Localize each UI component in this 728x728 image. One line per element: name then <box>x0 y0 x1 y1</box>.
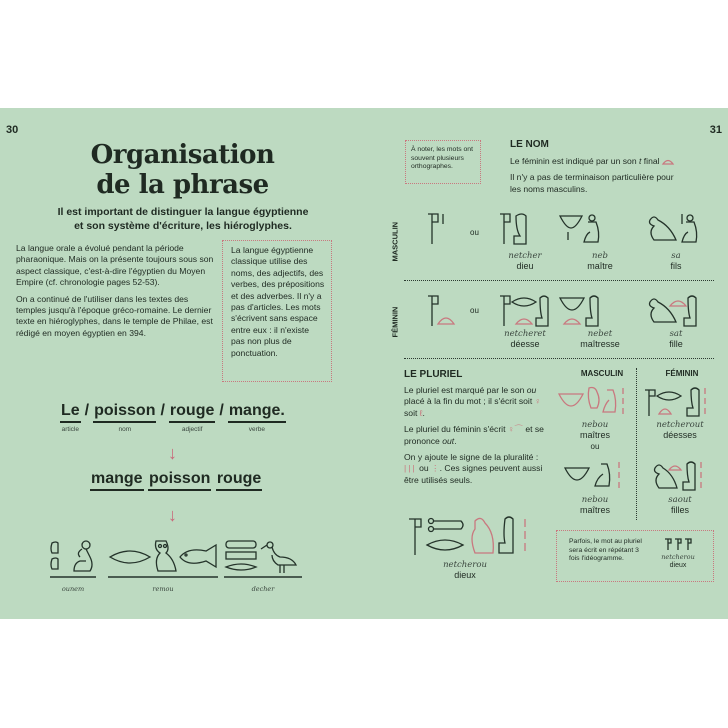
pluriel-masc-word <box>562 495 628 516</box>
fish-glyph <box>180 545 216 567</box>
word-text: rouge <box>216 470 262 491</box>
t-glyph <box>669 466 681 470</box>
sentence-word <box>228 402 286 433</box>
basket-glyph <box>560 216 582 240</box>
seated-woman-glyph <box>536 296 548 326</box>
basket-glyph <box>560 298 584 310</box>
t-glyph <box>670 301 686 306</box>
translit: sa <box>671 251 681 261</box>
plural-note-text: Parfois, le mot au pluriel sera écrit en répétant 3 fois l'idéogramme. <box>569 538 642 563</box>
seated-woman-glyph <box>683 462 695 490</box>
netcher-flag-glyph <box>500 296 510 326</box>
out-glyph-icon: ♀⌒ <box>507 424 523 435</box>
italic-out: out <box>442 435 455 446</box>
row-divider <box>404 280 714 281</box>
seated-man-glyph <box>603 390 616 412</box>
row-divider <box>404 358 714 359</box>
sidebar-note-text: La langue égyptienne classique utilise des noms, des adjectifs, des verbes, des prépositions et des adverbes. Il n'y a pas d'articles. Les mots s'écrivent sans espace entre eux : il n'existe pas non plus de ponctuation. <box>231 245 325 358</box>
reordered-word <box>148 470 211 491</box>
pluriel-feminin-header: FÉMININ <box>665 369 699 378</box>
netcherou-glyph-group <box>405 515 535 557</box>
netcher-flag-glyph <box>645 390 655 416</box>
translit: nebou <box>581 420 609 430</box>
duck-glyph <box>655 465 678 488</box>
french-sentence <box>60 402 286 436</box>
translation: maîtres <box>579 505 610 515</box>
translit-label: remou <box>152 585 174 593</box>
translation: fils <box>670 261 682 271</box>
or-label: ou <box>470 306 479 315</box>
t-glyph <box>659 409 671 414</box>
sidebar-note-top-border <box>222 240 332 241</box>
page-number-left: 30 <box>6 124 19 136</box>
lens-glyph <box>427 540 463 550</box>
feminin-row-label: FÉMININ <box>390 306 400 338</box>
lens-glyph <box>110 551 150 563</box>
translation: maître <box>587 261 613 271</box>
pluriel-glyph-row-1 <box>555 384 720 420</box>
separator: / <box>160 402 165 419</box>
seated-god-glyph <box>514 214 526 244</box>
coil-glyph-icon: ℓ <box>419 407 423 418</box>
pluriel-paragraph-3: On y ajoute le signe de la pluralité : ||| ou ⋮. Ces signes peuvent aussi être utilisés seuls. <box>404 452 543 485</box>
sentence-word <box>93 402 156 433</box>
translation: dieux <box>669 562 687 569</box>
t-glyph <box>438 318 454 324</box>
intro-text <box>16 243 216 344</box>
text: Le pluriel est marqué par le son <box>404 385 525 395</box>
three-strokes-icon: ||| <box>404 463 417 474</box>
flamingo-glyph <box>261 542 296 573</box>
section-title: LE NOM <box>510 139 549 150</box>
page-number-right: 31 <box>709 124 722 136</box>
translation: déesses <box>663 430 697 440</box>
translit: netcher <box>508 251 542 261</box>
translation: maîtresse <box>580 339 620 349</box>
le-nom-section <box>510 139 720 195</box>
translit: netcherout <box>656 420 704 430</box>
bread-loaf-glyph-icon <box>662 158 674 165</box>
separator: / <box>84 402 90 419</box>
or-label: ou <box>590 442 600 451</box>
spelling-note-text: À noter, les mots ont souvent plusieurs orthographes. <box>411 146 473 171</box>
sentence-word <box>169 402 215 433</box>
title-line-1: Organisation <box>90 140 275 170</box>
masculin-word <box>646 251 706 272</box>
translit: netcherou <box>661 553 695 561</box>
italic-ou: ou <box>526 385 537 395</box>
seated-god-glyph <box>499 517 513 553</box>
feminin-word <box>495 329 555 350</box>
masculin-row-label: MASCULIN <box>390 221 400 262</box>
word-gloss: verbe <box>248 426 265 433</box>
text: soit <box>404 407 418 418</box>
word-gloss: article <box>61 426 79 433</box>
netcherou-example <box>420 560 510 581</box>
seated-woman-glyph <box>586 296 598 326</box>
seated-woman-glyph <box>684 296 696 326</box>
netcher-flag-glyph <box>428 296 438 326</box>
pluriel-paragraph-2: Le pluriel du féminin s'écrit ♀⌒ et se prononce out. <box>404 424 544 446</box>
translation: dieu <box>516 261 534 271</box>
reordered-word <box>90 470 144 491</box>
text: Le pluriel du féminin s'écrit <box>404 424 506 435</box>
text: Le féminin est indiqué par un son <box>510 156 637 166</box>
plural-note-box <box>556 530 714 582</box>
italic-t: t <box>639 156 642 166</box>
netcher-flag-glyph <box>428 214 443 244</box>
paragraph: On a continué de l'utiliser dans les textes des temples jusqu'à l'époque gréco-romaine. Le dernier texte en hiéroglyphes, dans le temple de Philae, est rédigé en moyen égyptien en 394. <box>16 293 213 338</box>
pluriel-fem-word <box>644 420 716 441</box>
page-subtitle <box>28 205 338 233</box>
translation: dieux <box>454 570 476 580</box>
word-text: poisson <box>148 470 211 491</box>
pluriel-glyph-row-2 <box>555 458 720 494</box>
word-gloss: nom <box>118 426 132 433</box>
translation: fille <box>669 339 683 349</box>
text: final <box>643 156 660 166</box>
triple-netcher-glyph <box>663 537 693 551</box>
translit-label: ounem <box>61 585 85 593</box>
note-example <box>653 553 703 570</box>
pluriel-paragraph-1: Le pluriel est marqué par le son ou placé à la fin du mot ; il s'écrit soit ♀ soit ℓ. <box>404 385 542 418</box>
word-text: poisson <box>93 402 156 423</box>
quail-chick-glyph <box>588 388 599 409</box>
nom-line-2: Il n'y a pas de terminaison particulière pour les noms masculins. <box>510 172 674 194</box>
word-text: mange <box>90 470 144 491</box>
word-text: rouge <box>169 402 215 423</box>
seated-man-glyph <box>74 541 92 571</box>
seated-woman-glyph <box>687 388 699 416</box>
pluriel-masc-word <box>562 420 628 452</box>
t-glyph <box>516 319 532 324</box>
subtitle-line-1: Il est important de distinguer la langue égyptienne <box>57 206 309 218</box>
owl-glyph <box>156 541 177 571</box>
nom-line-1 <box>510 156 720 167</box>
netcher-flag-glyph <box>500 214 510 244</box>
feminin-word <box>560 329 640 350</box>
word-gloss: adjectif <box>181 426 203 433</box>
bars-glyph <box>226 541 256 570</box>
section-title: LE PLURIEL <box>404 369 463 380</box>
quail-chick-glyph <box>472 518 493 553</box>
translit: nebou <box>581 495 609 505</box>
sidebar-note-box <box>222 240 332 382</box>
text: placé à la fin du mot ; il s'écrit soit <box>404 396 533 407</box>
le-pluriel-section <box>404 369 544 486</box>
or-label: ou <box>470 228 479 237</box>
quail-chick-glyph-icon: ♀ <box>534 396 542 407</box>
page-title <box>60 140 305 200</box>
separator: / <box>219 402 224 419</box>
basket-glyph <box>559 394 583 406</box>
netcher-flag-glyph <box>409 519 421 555</box>
hill-sign-glyph <box>51 542 58 569</box>
translit: netcheret <box>504 329 546 339</box>
translit: nebet <box>587 329 613 339</box>
seated-man-glyph <box>595 464 610 486</box>
reordered-word <box>216 470 262 491</box>
translation: filles <box>670 505 689 515</box>
translation: maîtres <box>579 430 610 440</box>
subtitle-line-2: et son système d'écriture, les hiéroglyphes. <box>74 220 292 232</box>
title-line-2: de la phrase <box>96 170 269 200</box>
seated-man-glyph <box>682 215 697 242</box>
lens-glyph <box>657 392 681 400</box>
masculin-glyph-row <box>420 210 710 250</box>
seated-man-glyph <box>584 215 599 242</box>
pluriel-fem-word <box>644 495 716 516</box>
arrow-down-icon: ↓ <box>168 505 177 525</box>
spelling-note-box <box>405 140 481 184</box>
text: On y ajoute le signe de la pluralité : <box>404 452 539 463</box>
translit: neb <box>592 251 608 261</box>
sentence-word <box>60 402 81 433</box>
duck-glyph <box>650 299 677 322</box>
text: et se prononce <box>404 424 544 446</box>
pluriel-masculin-header: MASCULIN <box>580 369 624 378</box>
translation: déesse <box>510 339 540 349</box>
paragraph: La langue orale a évolué pendant la période pharaonique. Mais on la présente toujours sous son aspect classique, c'est-à-dire l'égyptien du Moyen Empire (cf. chronologie pages 52-53). <box>16 243 214 288</box>
translit: netcherou <box>443 560 487 570</box>
translit: sat <box>669 329 683 339</box>
feminin-glyph-row <box>420 292 710 332</box>
text: Ces signes peuvent aussi être utilisés seuls. <box>404 463 543 485</box>
masculin-word <box>495 251 555 272</box>
tether-glyph <box>429 519 464 532</box>
hieroglyph-sentence <box>30 535 330 585</box>
feminin-word <box>646 329 706 350</box>
translit-label: decher <box>251 585 275 593</box>
masculin-word <box>570 251 630 272</box>
t-glyph <box>564 319 580 324</box>
duck-glyph <box>650 217 677 240</box>
arrow-down-icon: ↓ <box>168 443 177 463</box>
egyptian-word-order <box>90 470 262 491</box>
word-text: Le <box>60 402 81 423</box>
translit: saout <box>668 495 692 505</box>
basket-glyph <box>565 468 589 480</box>
vertical-strokes-icon: ⋮ <box>431 463 440 474</box>
lens-glyph <box>512 298 536 306</box>
text: ou <box>419 463 429 474</box>
word-text: mange. <box>228 402 286 423</box>
